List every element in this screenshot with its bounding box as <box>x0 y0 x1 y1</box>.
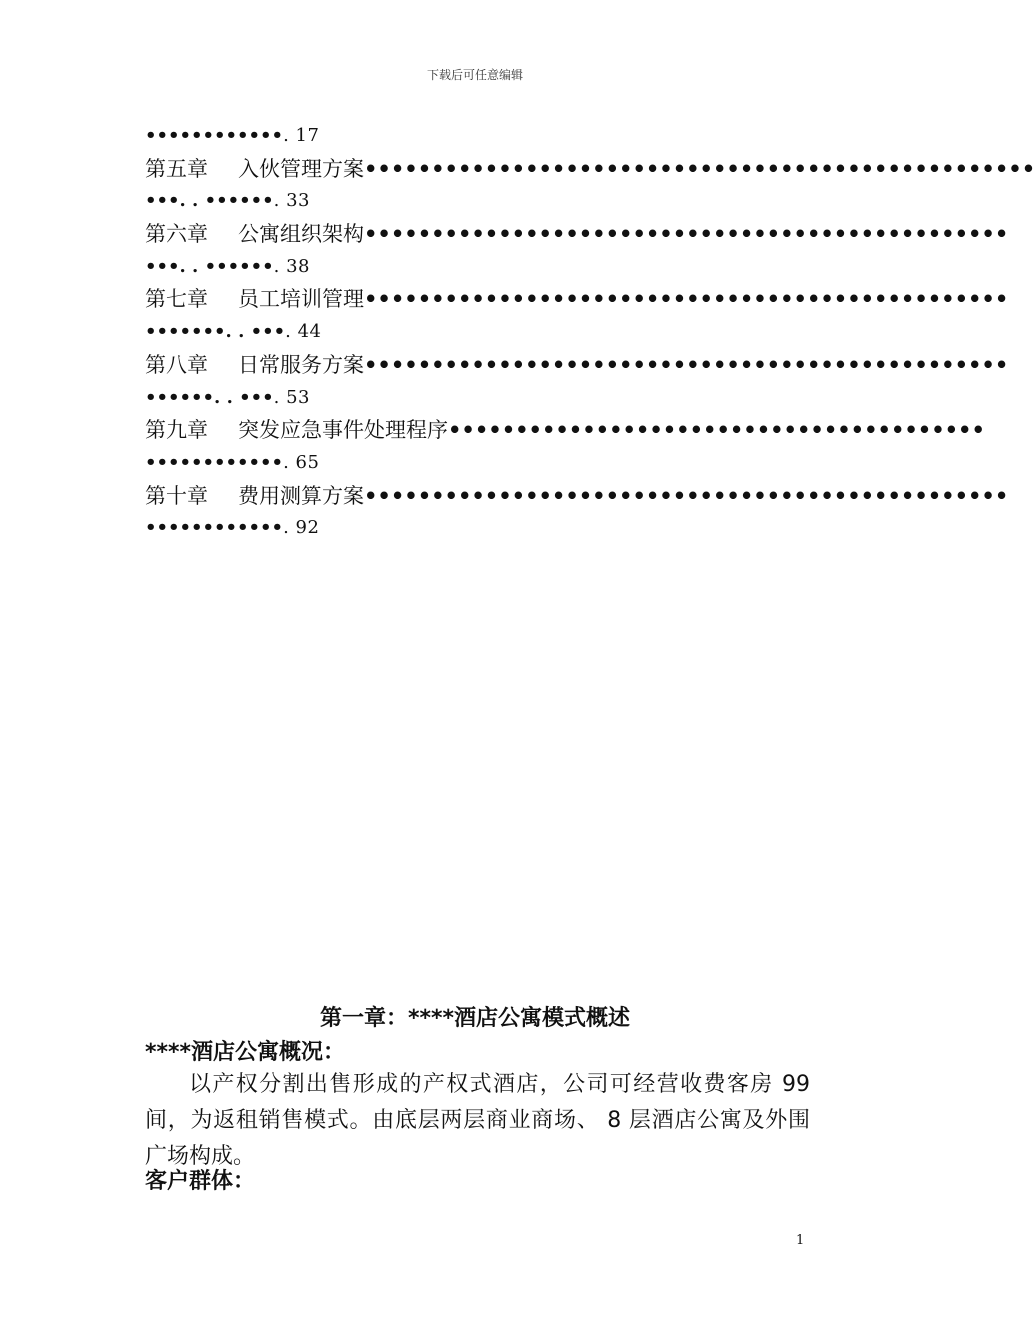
page-number: 1 <box>796 1233 805 1248</box>
table-of-contents <box>145 120 1035 545</box>
toc-chapter-number: 第八章 <box>145 352 208 377</box>
toc-line <box>145 185 810 218</box>
toc-line <box>145 382 810 415</box>
toc-line <box>145 120 810 153</box>
toc-page-number: . 44 <box>285 321 322 343</box>
toc-chapter-number: 第六章 <box>145 222 208 247</box>
toc-chapter-number: 第五章 <box>145 156 208 181</box>
toc-chapter-number: 第七章 <box>145 287 208 312</box>
toc-entry <box>145 414 985 447</box>
toc-leader-dots: •••••••••••••••••••••••••••••••••••••••••••••••• <box>364 287 1009 312</box>
toc-entry <box>145 218 1009 251</box>
toc-leader-dots: •••••••••••••••••••••••••••••••••••••••• <box>448 418 985 443</box>
toc-entry <box>145 480 1009 513</box>
chapter-heading: 第一章：****酒店公寓模式概述 <box>319 1006 631 1031</box>
toc-leader-dots: •••••••••••••••••••••••••••••••••••••••••••••••• <box>364 222 1009 247</box>
toc-page-number: . 17 <box>283 125 320 146</box>
toc-line <box>145 251 810 284</box>
toc-chapter-title: 入伙管理方案 <box>238 156 364 181</box>
toc-entry <box>145 283 1009 316</box>
customers-heading: 客户群体： <box>145 1169 256 1194</box>
toc-page-number: . 92 <box>283 517 320 539</box>
toc-chapter-title: 费用测算方案 <box>238 483 364 508</box>
overview-paragraph: 以产权分割出售形成的产权式酒店，公司可经营收费客房 99 间，为返租销售模式。由底层两层商业商场、 8 层酒店公寓及外围广场构成。 <box>145 1072 810 1169</box>
toc-page-number: . 38 <box>273 255 310 277</box>
toc-line <box>145 512 810 545</box>
toc-leader-dots: •••••••••••• <box>145 125 284 146</box>
toc-line <box>145 316 810 349</box>
toc-leader-dots: •••••••••••• <box>145 451 284 473</box>
page-header: 下载后可任意编辑 <box>426 68 523 82</box>
toc-leader-dots: •••. . •••••• <box>145 255 274 277</box>
overview-heading: ****酒店公寓概况： <box>145 1040 346 1065</box>
toc-chapter-title: 突发应急事件处理程序 <box>238 418 448 443</box>
toc-chapter-title: 员工培训管理 <box>238 287 364 312</box>
toc-chapter-title: 公寓组织架构 <box>238 222 364 247</box>
toc-entry <box>145 349 1009 382</box>
toc-page-number: . 33 <box>273 190 310 212</box>
toc-entry <box>145 153 1035 186</box>
toc-page-number: . 65 <box>283 451 320 473</box>
toc-chapter-number: 第十章 <box>145 483 208 508</box>
toc-leader-dots: ••••••. . ••• <box>145 386 274 408</box>
toc-chapter-title: 日常服务方案 <box>238 352 364 377</box>
toc-chapter-number: 第九章 <box>145 418 208 443</box>
toc-leader-dots: •••••••••••••••••••••••••••••••••••••••••••••••• <box>364 352 1009 377</box>
toc-leader-dots: •••••••••••••••••••••••••••••••••••••••••••••••••• <box>364 156 1035 181</box>
toc-leader-dots: •••••••••••• <box>145 517 284 539</box>
toc-leader-dots: •••••••••••••••••••••••••••••••••••••••••••••••• <box>364 483 1009 508</box>
toc-leader-dots: •••. . •••••• <box>145 190 274 212</box>
toc-leader-dots: •••••••. . ••• <box>145 321 286 343</box>
toc-page-number: . 53 <box>273 386 310 408</box>
toc-line <box>145 447 810 480</box>
